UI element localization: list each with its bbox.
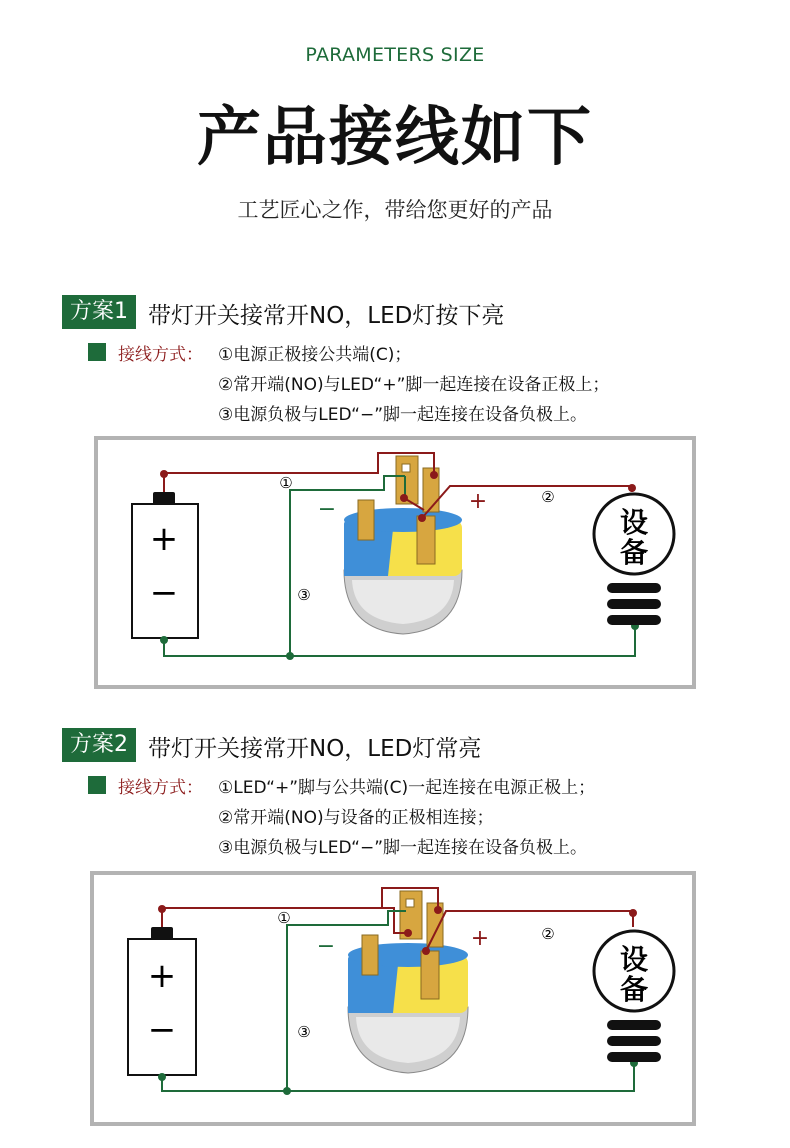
- device-label-line2: 备: [619, 536, 649, 569]
- page-subtitle: 工艺匠心之作，带给您更好的产品: [237, 198, 553, 222]
- battery-minus-sign: −: [149, 573, 179, 613]
- scheme2-step-3: ③电源负极与LED“−”脚一起连接在设备负极上。: [218, 838, 588, 858]
- battery-plus-sign: +: [147, 956, 177, 996]
- wire-marker-1: ①: [277, 909, 291, 927]
- scheme2-step-2: ②常开端(NO)与设备的正极相连接；: [218, 808, 494, 828]
- scheme2-bullet-square: [88, 776, 106, 794]
- led-plus-label: +: [468, 489, 488, 514]
- scheme1-title: 带灯开关接常开NO，LED灯按下亮: [148, 303, 505, 329]
- scheme1-step-2: ②常开端(NO)与LED“+”脚一起连接在设备正极上；: [218, 375, 610, 395]
- scheme2-wiring-label: 接线方式：: [118, 778, 203, 798]
- led-plus-label: +: [470, 926, 490, 951]
- scheme1-wiring-label: 接线方式：: [118, 345, 203, 365]
- wire-marker-2: ②: [541, 488, 555, 506]
- scheme1-step-3: ③电源负极与LED“−”脚一起连接在设备负极上。: [218, 405, 588, 425]
- scheme2-title: 带灯开关接常开NO，LED灯常亮: [148, 736, 482, 762]
- scheme2-step-1: ①LED“+”脚与公共端(C)一起连接在电源正极上；: [218, 778, 596, 798]
- device: [594, 494, 674, 625]
- section-eyebrow: PARAMETERS SIZE: [305, 44, 485, 66]
- battery: [132, 492, 198, 638]
- device-label-line2: 备: [619, 973, 649, 1006]
- device: [594, 931, 674, 1062]
- wire-marker-2: ②: [541, 925, 555, 943]
- push-button-switch: [348, 891, 468, 1073]
- battery: [128, 927, 196, 1075]
- scheme1-bullet-square: [88, 343, 106, 361]
- scheme1-wiring-diagram: [98, 440, 692, 685]
- wire-marker-3: ③: [297, 1023, 311, 1041]
- wire-marker-1: ①: [279, 474, 293, 492]
- wire-marker-3: ③: [297, 586, 311, 604]
- led-minus-label: −: [317, 497, 337, 522]
- device-label-line1: 设: [619, 943, 649, 976]
- scheme1-tag: 方案1: [62, 295, 136, 329]
- push-button-switch: [344, 456, 462, 634]
- scheme2-diagram: [90, 871, 696, 1126]
- device-label-line1: 设: [619, 506, 649, 539]
- battery-plus-sign: +: [149, 519, 179, 559]
- scheme1-step-1: ①电源正极接公共端(C)；: [218, 345, 412, 365]
- battery-minus-sign: −: [147, 1010, 177, 1050]
- led-minus-label: −: [316, 934, 336, 959]
- positive-wires: [162, 888, 633, 951]
- scheme1-diagram: [94, 436, 696, 689]
- page-title: 产品接线如下: [197, 101, 593, 175]
- scheme2-wiring-diagram: [94, 875, 692, 1122]
- scheme2-tag: 方案2: [62, 728, 136, 762]
